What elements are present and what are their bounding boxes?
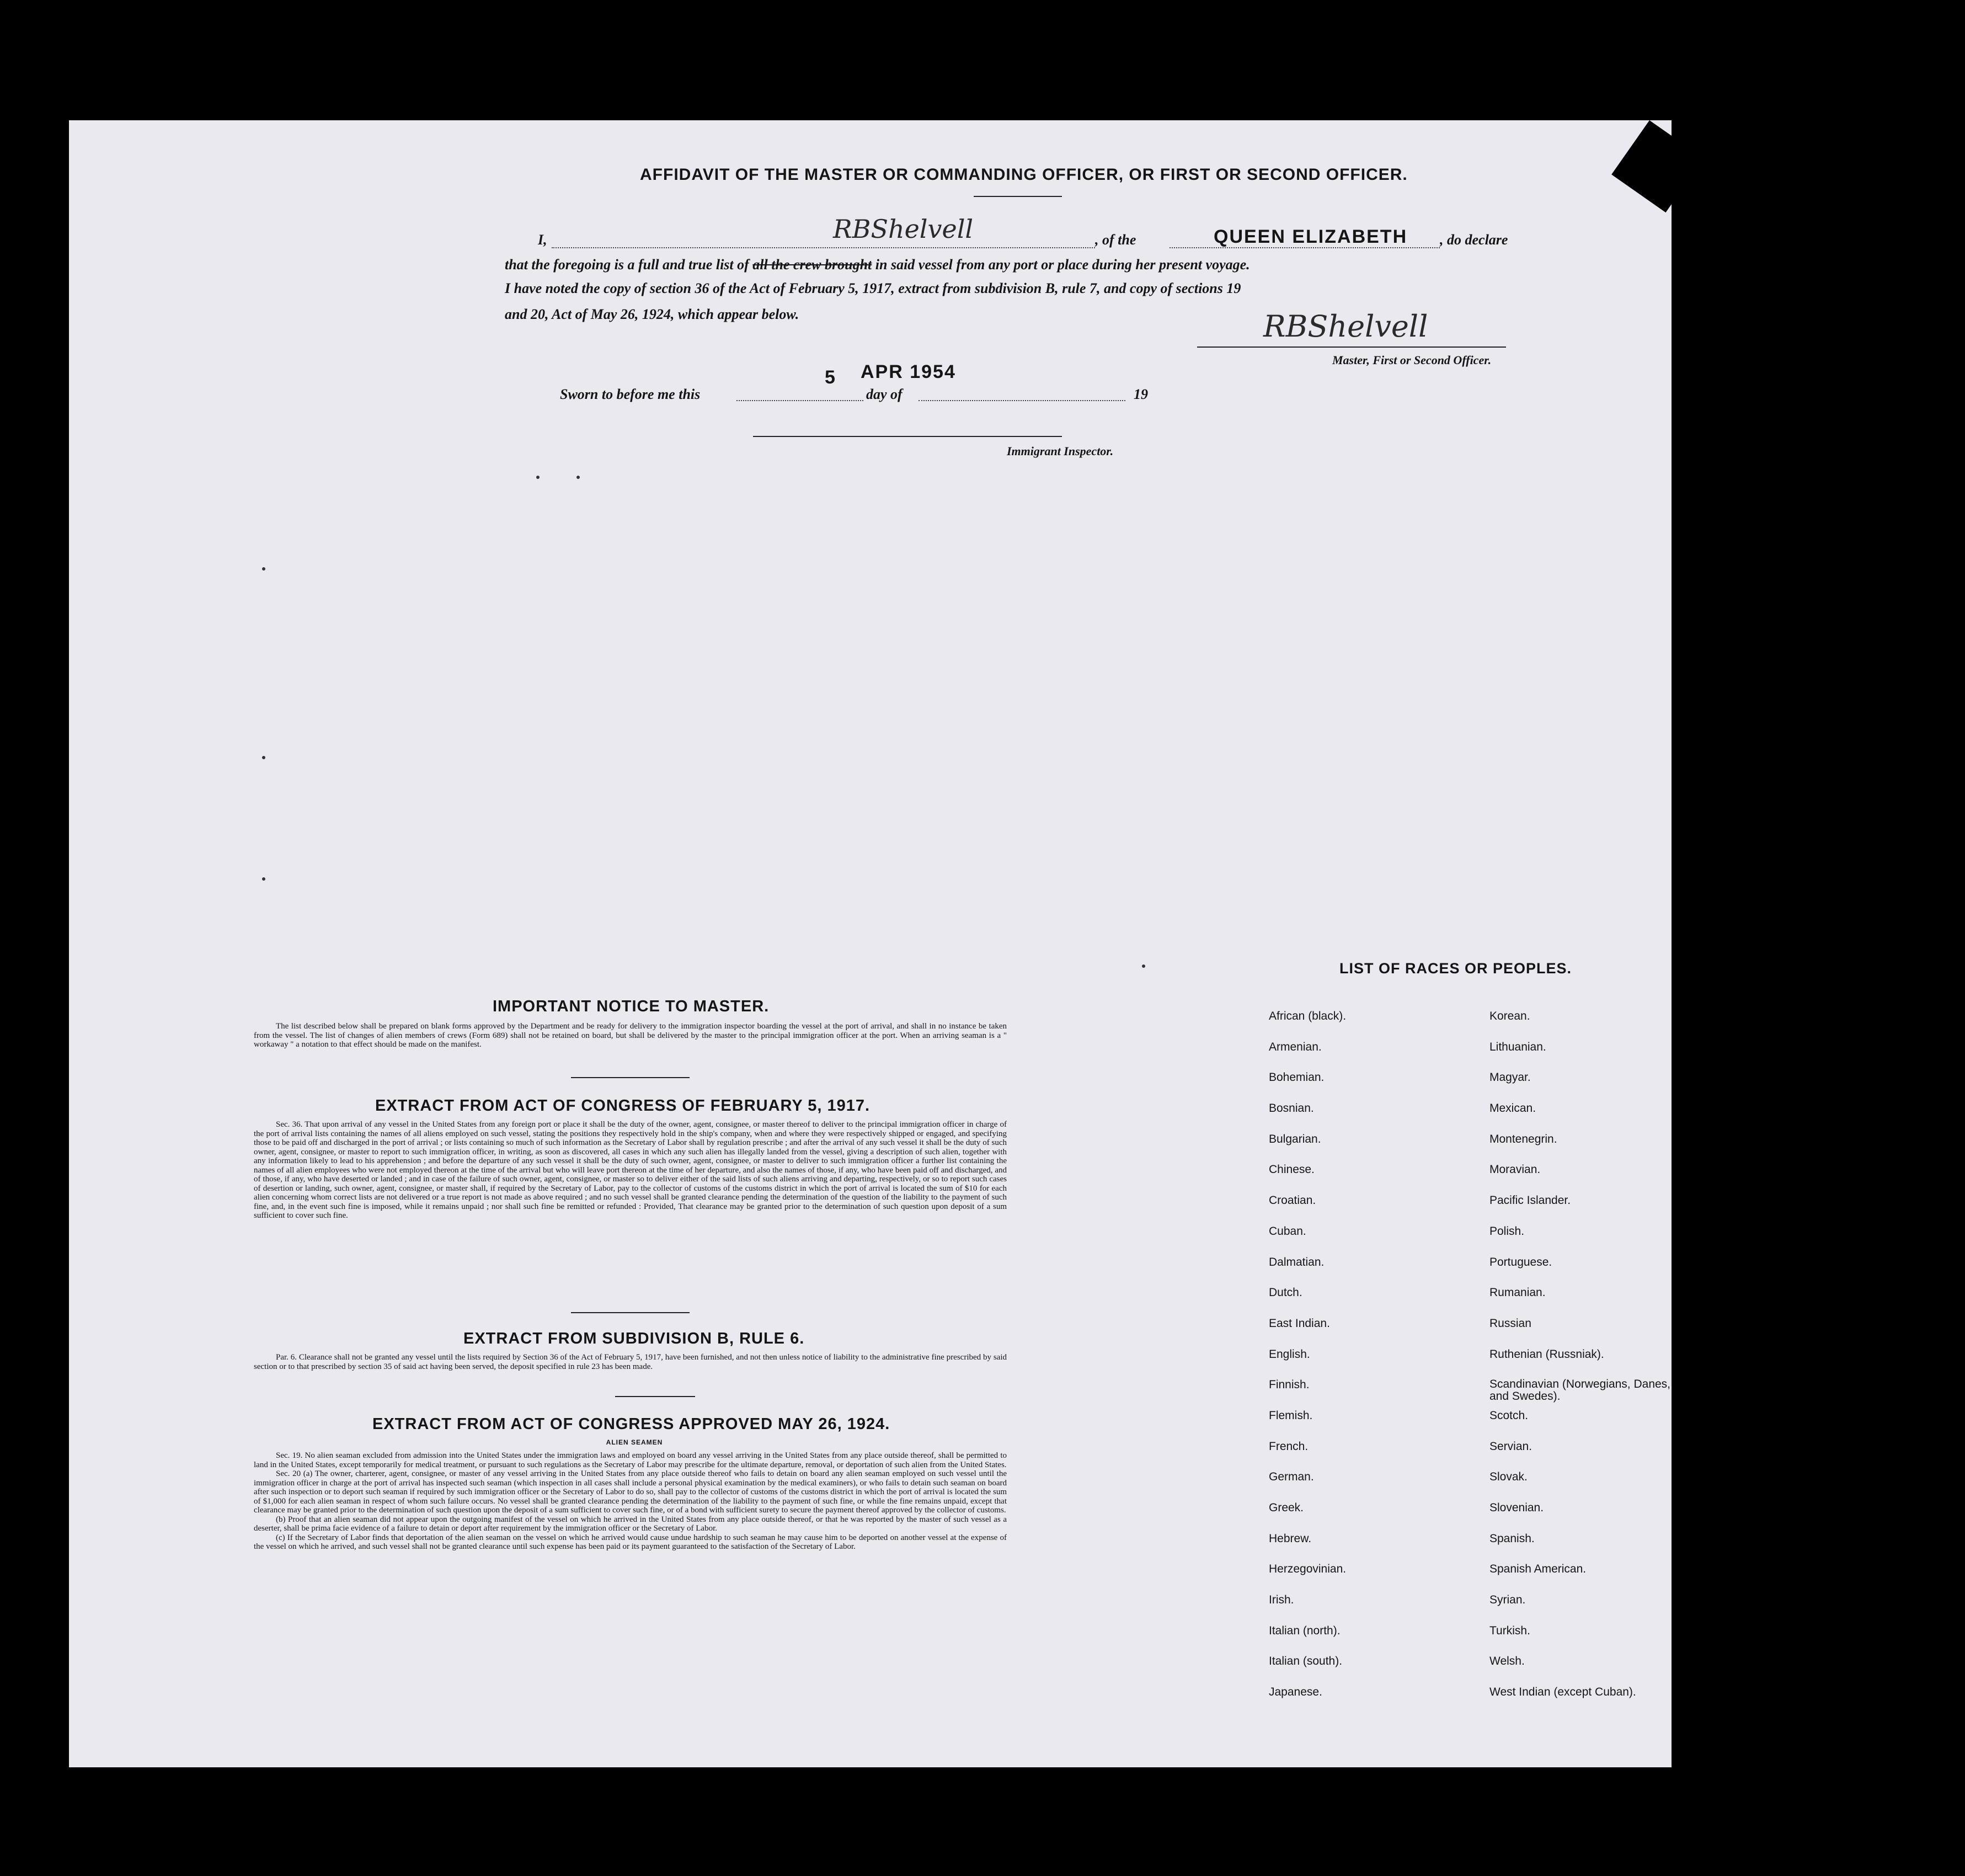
race-item: Japanese. xyxy=(1269,1686,1322,1699)
affidavit-line-2: that the foregoing is a full and true list of all the crew brought in said vessel from any port or place during her present voyage. xyxy=(505,257,1250,273)
sworn-label: Sworn to before me this xyxy=(560,386,701,402)
punch-hole xyxy=(1898,1633,1930,1665)
sec-19-text: Sec. 19. No alien seaman excluded from admission into the United States under the immigration laws and employed on board any vessel arriving in the United States from any place outside thereof, shall be permitted to land in the United States, except temporarily for medical treatment, or pursuant to such regulations as the Secretary of Labor may prescribe for the ultimate departure, removal, or deportation of such alien from the United States. xyxy=(254,1451,1007,1469)
do-declare-label: , do declare xyxy=(1440,232,1508,248)
race-item: Herzegovinian. xyxy=(1269,1563,1347,1576)
officer-signature-inline: RBShelvell xyxy=(833,214,974,244)
races-left-column xyxy=(1269,1010,1346,1717)
race-item: Greek. xyxy=(1269,1501,1304,1514)
race-item: Turkish. xyxy=(1489,1624,1530,1637)
punch-hole xyxy=(1855,629,1887,661)
race-item: West Indian (except Cuban). xyxy=(1489,1686,1636,1699)
race-item: Bosnian. xyxy=(1269,1102,1314,1115)
race-item: Montenegrin. xyxy=(1489,1132,1557,1145)
scan-speck xyxy=(1142,964,1145,968)
inspector-line xyxy=(753,436,1062,437)
affidavit-i-label: I, xyxy=(538,232,547,248)
race-item: Croatian. xyxy=(1269,1194,1316,1207)
race-item: Scandinavian (Norwegians, Danes, and Swedes). xyxy=(1489,1378,1671,1403)
race-item: Flemish. xyxy=(1269,1409,1313,1422)
race-item: Chinese. xyxy=(1269,1163,1315,1176)
race-item: Armenian. xyxy=(1269,1040,1322,1053)
race-item: Ruthenian (Russniak). xyxy=(1489,1347,1604,1361)
race-item: Dalmatian. xyxy=(1269,1255,1325,1269)
sec-20b-text: (b) Proof that an alien seaman did not appear upon the outgoing manifest of the vessel on which he arrived in the United States from any place outside thereof, or that he was reported by the master of such vessel as a deserter, shall be prima facie evidence of a failure to detain or deport after requirement by the immigration officer or the Secretary of Labor. xyxy=(254,1515,1007,1533)
race-item: Irish. xyxy=(1269,1593,1294,1607)
race-item: Pacific Islander. xyxy=(1489,1194,1571,1207)
subdivision-b-title: EXTRACT FROM SUBDIVISION B, RULE 6. xyxy=(463,1330,805,1347)
race-item: Cuban. xyxy=(1269,1224,1306,1238)
section-divider xyxy=(571,1312,690,1313)
race-item: Bohemian. xyxy=(1269,1071,1325,1084)
master-signature-line xyxy=(1197,347,1506,348)
scan-speck xyxy=(262,567,265,571)
name-line xyxy=(552,247,1095,248)
sworn-day-stamp: 5 xyxy=(825,367,836,388)
race-item: Spanish American. xyxy=(1489,1563,1587,1576)
race-item: French. xyxy=(1269,1440,1309,1453)
extract-1917-title: EXTRACT FROM ACT OF CONGRESS OF FEBRUARY 5, 1917. xyxy=(375,1097,871,1115)
race-item: Scotch. xyxy=(1489,1409,1529,1422)
extract-1917-body: Sec. 36. That upon arrival of any vessel in the United States from any foreign port or place it shall be the duty of the owner, agent, consignee, or master thereof to deliver to the principal immigration officer in charge of the port of arrival lists containing the names of all aliens employed on such vessel, stating the positions they respectively hold in the ship's company, when and where they were respectively shipped or engaged, and specifying those to be paid off and discharged in the port of arrival ; or lists containing so much of such information as the Secretary of Labor shall by regulation prescribe ; and after the arrival of any such vessel it shall be the duty of such owner, agent, consignee, or master to report to such immigration officer, in writing, as soon as discovered, all cases in which any such alien has illegally landed from the vessel, giving a description of such alien, together with any information likely to lead to his apprehension ; and before the departure of any such vessel it shall be the duty of such owner, agent, consignee, or master to deliver to such immigration officer a further list containing the names of all alien employees who were not employed thereon at the time of the arrival but who will leave port thereon at the time of her departure, and also the names of those, if any, who have been paid off and discharged, and of those, if any, who have deserted or landed ; and in case of the failure of such owner, agent, consignee, or master so to deliver either of the said lists of such aliens arriving and departing, respectively, or so to report such cases of desertion or landing, such owner, agent, consignee, or master shall, if required by the Secretary of Labor, pay to the collector of customs of the customs district in which the port of arrival is located the sum of $10 for each alien concerning whom correct lists are not delivered or a true report is not made as above required ; and no such vessel shall be granted clearance pending the determination of the question of the liability to the payment of such fine, and, in the event such fine is imposed, while it remains unpaid ; nor shall such fine be remitted or refunded : Provided, That clearance may be granted prior to the determination of such question upon deposit of a sum sufficient to cover such fine. xyxy=(254,1120,1007,1220)
race-item: Portuguese. xyxy=(1489,1255,1552,1269)
day-of-label: day of xyxy=(866,386,903,402)
sec-20c-text: (c) If the Secretary of Labor finds that deportation of the alien seaman on the vessel on which he arrived would cause undue hardship to such seaman he may cause him to be deported on another vessel at the expense of the vessel on which he arrived, and such vessel shall not be granted clearance until such expense has been paid or its payment guaranteed to the satisfaction of the Secretary of Labor. xyxy=(254,1533,1007,1551)
race-item: Polish. xyxy=(1489,1224,1525,1238)
title-underline xyxy=(974,196,1062,197)
race-item: African (black). xyxy=(1269,1010,1347,1022)
race-item: German. xyxy=(1269,1470,1314,1484)
race-item: Moravian. xyxy=(1489,1163,1541,1176)
race-item: Lithuanian. xyxy=(1489,1040,1546,1053)
race-item: Rumanian. xyxy=(1489,1286,1546,1299)
of-the-label: , of the xyxy=(1095,232,1136,248)
race-item: Dutch. xyxy=(1269,1286,1302,1299)
race-item: Bulgarian. xyxy=(1269,1132,1321,1145)
race-item: Italian (south). xyxy=(1269,1655,1343,1668)
punch-hole xyxy=(1913,1292,1945,1324)
race-item: Magyar. xyxy=(1489,1071,1531,1084)
race-item: English. xyxy=(1269,1347,1310,1361)
race-item: East Indian. xyxy=(1269,1317,1330,1330)
scan-speck xyxy=(262,756,265,759)
year-prefix: 19 xyxy=(1134,386,1148,402)
struck-text: all the crew brought xyxy=(752,257,872,273)
scan-speck xyxy=(536,476,540,479)
race-item: Servian. xyxy=(1489,1440,1533,1453)
master-caption: Master, First or Second Officer. xyxy=(1332,353,1492,367)
alien-seamen-subtitle: ALIEN SEAMEN xyxy=(606,1438,663,1446)
affidavit-line-3: I have noted the copy of section 36 of the Act of February 5, 1917, extract from subdivision B, rule 7, and copy of sections 19 xyxy=(505,280,1241,296)
punch-hole xyxy=(1848,361,1880,393)
punch-hole xyxy=(1914,1555,1946,1587)
master-signature: RBShelvell xyxy=(1263,309,1428,344)
race-item: Mexican. xyxy=(1489,1102,1536,1115)
extract-1924-title: EXTRACT FROM ACT OF CONGRESS APPROVED MAY 26, 1924. xyxy=(372,1415,890,1433)
races-right-column xyxy=(1489,1010,1672,1717)
race-item: Syrian. xyxy=(1489,1593,1526,1607)
race-item: Finnish. xyxy=(1269,1378,1310,1392)
extract-1924-body xyxy=(254,1451,1007,1552)
races-title: LIST OF RACES OR PEOPLES. xyxy=(1339,960,1572,977)
scan-speck xyxy=(576,476,580,479)
notice-body: The list described below shall be prepared on blank forms approved by the Department and be ready for delivery to the immigration inspector boarding the vessel at the port of arrival, and shall in no instance be taken from the vessel. The list of changes of alien members of crews (Form 689) shall not be retained on board, but shall be delivered by the master to the principal immigration officer at the port. When an arriving seaman is a " workaway " a notation to that effect should be made on the manifest. xyxy=(254,1022,1007,1049)
race-item: Italian (north). xyxy=(1269,1624,1341,1637)
affidavit-line-4: and 20, Act of May 26, 1924, which appear below. xyxy=(505,306,799,322)
inspector-caption: Immigrant Inspector. xyxy=(1007,444,1114,458)
race-item: Korean. xyxy=(1489,1010,1530,1022)
race-item: Spanish. xyxy=(1489,1532,1535,1545)
section-divider xyxy=(615,1396,695,1397)
race-item: Russian xyxy=(1489,1317,1531,1330)
section-divider xyxy=(571,1077,690,1078)
race-item: Slovenian. xyxy=(1489,1501,1544,1514)
subdivision-b-body: Par. 6. Clearance shall not be granted any vessel until the lists required by Section 36 of the Act of February 5, 1917, have been furnished, and not then unless notice of liability to the administrative fine prescribed by said section or to that prescribed by section 35 of said act having been served, the deposit specified in rule 23 has been made. xyxy=(254,1353,1007,1371)
race-item: Welsh. xyxy=(1489,1655,1525,1668)
race-item: Slovak. xyxy=(1489,1470,1528,1484)
affidavit-title: AFFIDAVIT OF THE MASTER OR COMMANDING OFFICER, OR FIRST OR SECOND OFFICER. xyxy=(640,166,1408,184)
sworn-date-stamp: APR 1954 xyxy=(861,361,956,382)
ship-name-stamp: QUEEN ELIZABETH xyxy=(1214,226,1408,247)
race-item: Hebrew. xyxy=(1269,1532,1312,1545)
punch-hole xyxy=(1855,716,1887,748)
sworn-day-line xyxy=(736,400,863,401)
sec-20a-text: Sec. 20 (a) The owner, charterer, agent, consignee, or master of any vessel arriving in the United States from any place outside thereof who fails to detain on board any alien seaman employed on such vessel until the immigration officer in charge at the port of arrival has inspected such seaman (which inspection in all cases shall include a personal physical examination by the medical examiners), or who fails to detain such seaman on board after such inspection or to deport such seaman if required by such immigration officer or the Secretary of Labor to do so, shall pay to the collector of customs of the customs district in which the port of arrival is located the sum of $1,000 for each alien seaman in respect of whom such failure occurs. No vessel shall be granted clearance pending the determination of the liability to the payment of such fine, or while the fine remains unpaid, except that clearance may be granted prior to the determination of such question upon the deposit of a sum sufficient to cover such fine, or of a bond with sufficient surety to secure the payment thereof approved by the collector of customs. xyxy=(254,1469,1007,1515)
scan-speck xyxy=(262,877,265,881)
sworn-month-line xyxy=(919,400,1125,401)
notice-title: IMPORTANT NOTICE TO MASTER. xyxy=(493,998,770,1015)
